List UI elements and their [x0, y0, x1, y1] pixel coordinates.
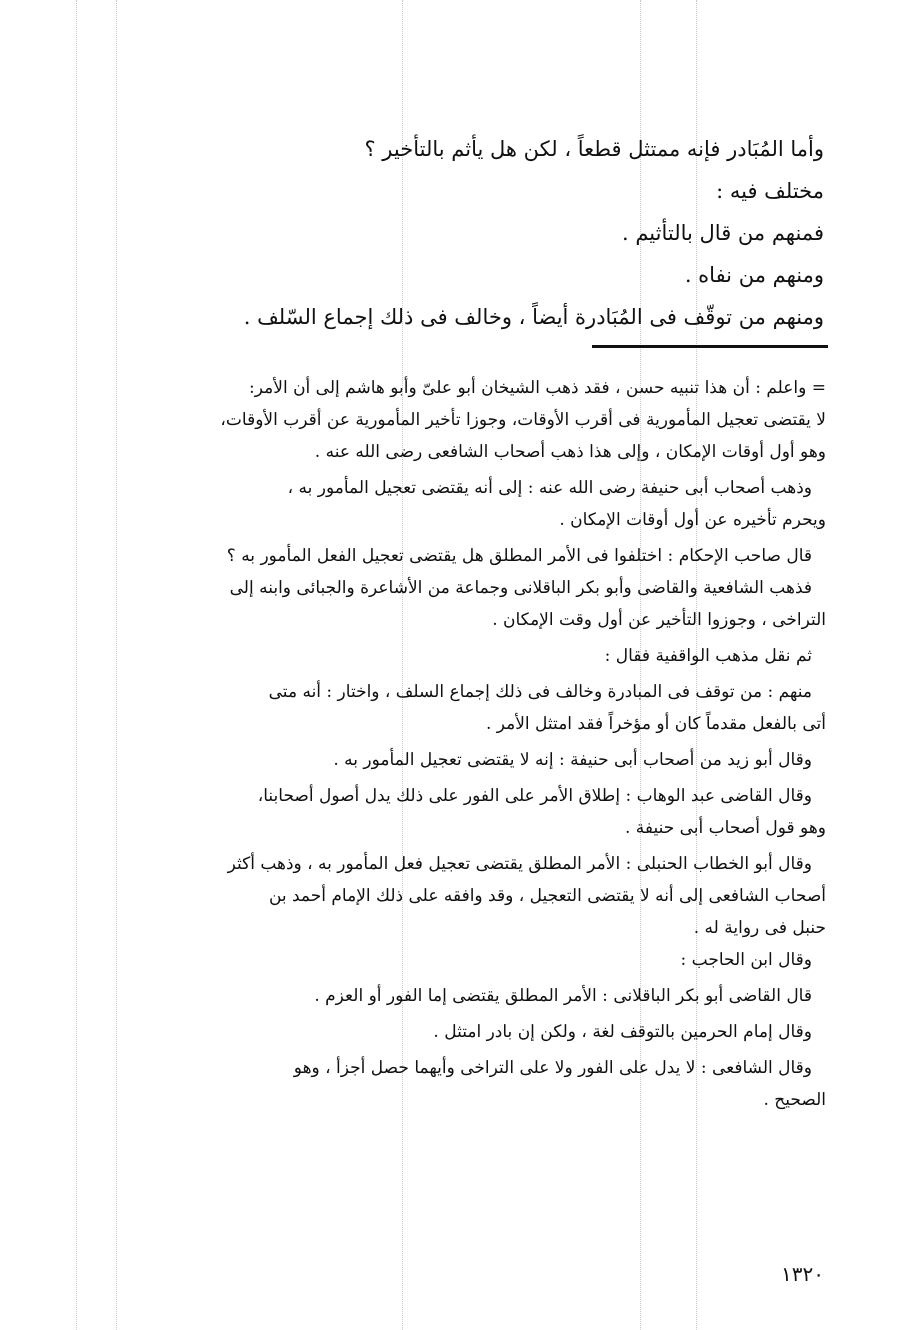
footnote-line: ثم نقل مذهب الواقفية فقال :: [604, 646, 812, 666]
footnote-line: حنبل فى رواية له .: [693, 918, 826, 938]
footnote-divider: [592, 345, 828, 348]
footnote-line: ويحرم تأخيره عن أول أوقات الإمكان .: [559, 510, 826, 530]
footnote-line: وقال إمام الحرمين بالتوقف لغة ، ولكن إن بادر امتثل .: [433, 1022, 812, 1042]
footnote-line: وقال أبو الخطاب الحنبلى : الأمر المطلق يقتضى تعجيل فعل المأمور به ، وذهب أكثر: [227, 854, 812, 874]
footnote-line: أصحاب الشافعى إلى أنه لا يقتضى التعجيل ، وقد وافقه على ذلك الإمام أحمد بن: [268, 886, 826, 906]
footnote-line: قال صاحب الإحكام : اختلفوا فى الأمر المطلق هل يقتضى تعجيل الفعل المأمور به ؟: [226, 546, 812, 566]
footnote-line: وقال أبو زيد من أصحاب أبى حنيفة : إنه لا يقتضى تعجيل المأمور به .: [333, 750, 812, 770]
main-text-line: وأما المُبَادر فإنه ممتثل قطعاً ، لكن هل يأثم بالتأخير ؟: [364, 137, 824, 161]
footnote-line: وهو قول أصحاب أبى حنيفة .: [624, 818, 826, 838]
footnote-line: قال القاضى أبو بكر الباقلانى : الأمر المطلق يقتضى إما الفور أو العزم .: [314, 986, 812, 1006]
footnote-line: وقال القاضى عبد الوهاب : إطلاق الأمر على الفور على ذلك يدل أصول أصحابنا،: [257, 786, 812, 806]
footnote-line: وقال ابن الحاجب :: [680, 950, 812, 970]
main-text-line: ومنهم من نفاه .: [684, 263, 824, 287]
footnote-line: أتى بالفعل مقدماً كان أو مؤخراً فقد امتثل الأمر .: [485, 714, 826, 734]
main-text-block: [104, 128, 824, 338]
footnote-line: وهو أول أوقات الإمكان ، وإلى هذا ذهب أصحاب الشافعى رضى الله عنه .: [314, 442, 826, 462]
footnote-line: لا يقتضى تعجيل المأمورية فى أقرب الأوقات، وجوزا تأخير المأمورية عن أقرب الأوقات،: [220, 410, 826, 430]
footnote-block: [88, 372, 826, 1116]
page-number: ١٣٢٠: [781, 1262, 824, 1286]
footnote-line: = واعلم : أن هذا تنبيه حسن ، فقد ذهب الشيخان أبو علىّ وأبو هاشم إلى أن الأمر:: [249, 378, 826, 398]
scan-guide-line: [76, 0, 77, 1330]
footnote-line: الصحيح .: [763, 1090, 826, 1110]
main-text-line: مختلف فيه :: [716, 179, 824, 203]
main-text-line: فمنهم من قال بالتأثيم .: [621, 221, 824, 245]
main-text-line: ومنهم من توقّف فى المُبَادرة أيضاً ، وخالف فى ذلك إجماع السّلف .: [243, 305, 824, 329]
footnote-line: وذهب أصحاب أبى حنيفة رضى الله عنه : إلى أنه يقتضى تعجيل المأمور به ،: [287, 478, 812, 498]
footnote-line: فذهب الشافعية والقاضى وأبو بكر الباقلانى وجماعة من الأشاعرة والجبائى وابنه إلى: [229, 578, 812, 598]
footnote-line: وقال الشافعى : لا يدل على الفور ولا على التراخى وأيهما حصل أجزأ ، وهو: [293, 1058, 812, 1078]
footnote-line: منهم : من توقف فى المبادرة وخالف فى ذلك إجماع السلف ، واختار : أنه متى: [268, 682, 812, 702]
footnote-line: التراخى ، وجوزوا التأخير عن أول وقت الإمكان .: [492, 610, 826, 630]
